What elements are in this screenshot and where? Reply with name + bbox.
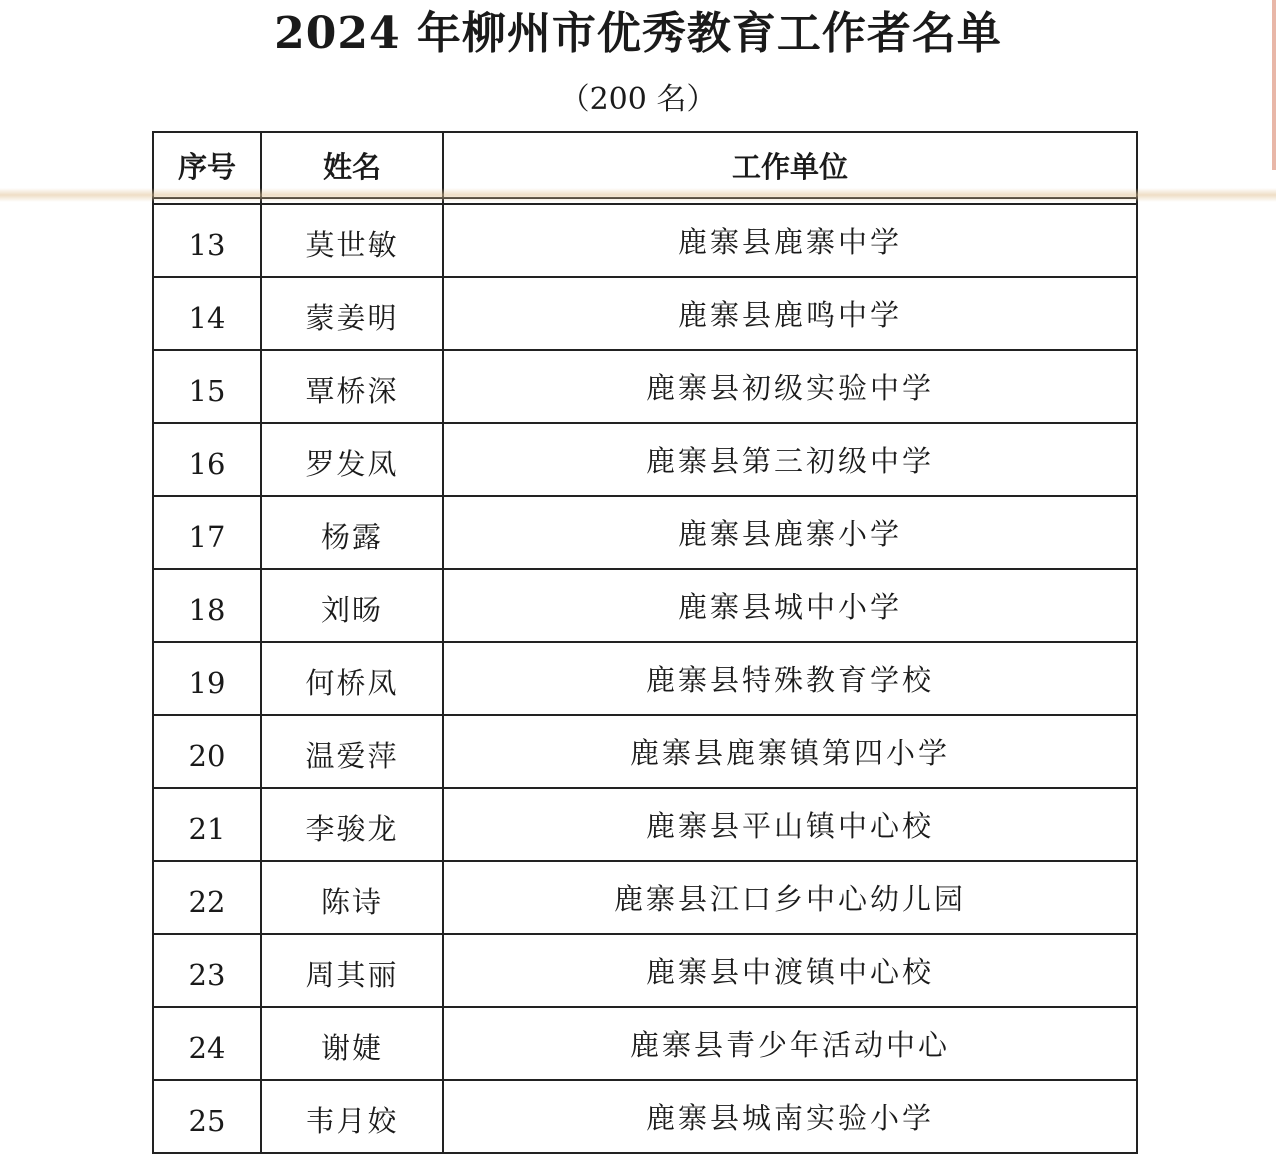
serial-number: 25 (153, 1080, 261, 1153)
page-subtitle: （200 名） (559, 82, 717, 117)
work-unit: 鹿寨县鹿寨小学 (443, 496, 1137, 569)
work-unit: 鹿寨县特殊教育学校 (443, 642, 1137, 715)
table-row (153, 861, 1137, 934)
table-row (153, 277, 1137, 350)
roster-table (152, 131, 1138, 1154)
serial-number: 18 (153, 569, 261, 642)
serial-number: 16 (153, 423, 261, 496)
person-name: 莫世敏 (261, 204, 443, 277)
work-unit: 鹿寨县第三初级中学 (443, 423, 1137, 496)
table-row (153, 1080, 1137, 1153)
person-name: 温爱萍 (261, 715, 443, 788)
header-work-unit: 工作单位 (443, 132, 1137, 198)
work-unit: 鹿寨县青少年活动中心 (443, 1007, 1137, 1080)
person-name: 周其丽 (261, 934, 443, 1007)
work-unit: 鹿寨县初级实验中学 (443, 350, 1137, 423)
person-name: 陈诗 (261, 861, 443, 934)
person-name: 覃桥深 (261, 350, 443, 423)
serial-number: 15 (153, 350, 261, 423)
work-unit: 鹿寨县江口乡中心幼儿园 (443, 861, 1137, 934)
header-serial-number: 序号 (153, 132, 261, 198)
person-name: 杨露 (261, 496, 443, 569)
table-row (153, 496, 1137, 569)
serial-number: 20 (153, 715, 261, 788)
table-row (153, 642, 1137, 715)
table-row (153, 204, 1137, 277)
header-name: 姓名 (261, 132, 443, 198)
serial-number: 14 (153, 277, 261, 350)
work-unit: 鹿寨县鹿寨中学 (443, 204, 1137, 277)
table-row (153, 715, 1137, 788)
serial-number: 19 (153, 642, 261, 715)
serial-number: 23 (153, 934, 261, 1007)
person-name: 蒙姜明 (261, 277, 443, 350)
serial-number: 13 (153, 204, 261, 277)
person-name: 刘旸 (261, 569, 443, 642)
work-unit: 鹿寨县平山镇中心校 (443, 788, 1137, 861)
work-unit: 鹿寨县城南实验小学 (443, 1080, 1137, 1153)
table-body (153, 198, 1137, 1153)
serial-number: 24 (153, 1007, 261, 1080)
table-row (153, 350, 1137, 423)
work-unit: 鹿寨县城中小学 (443, 569, 1137, 642)
person-name: 李骏龙 (261, 788, 443, 861)
table-row (153, 934, 1137, 1007)
person-name: 谢婕 (261, 1007, 443, 1080)
work-unit: 鹿寨县中渡镇中心校 (443, 934, 1137, 1007)
table-row (153, 788, 1137, 861)
table-row (153, 569, 1137, 642)
serial-number: 22 (153, 861, 261, 934)
serial-number: 21 (153, 788, 261, 861)
person-name: 何桥凤 (261, 642, 443, 715)
person-name: 韦月姣 (261, 1080, 443, 1153)
work-unit: 鹿寨县鹿鸣中学 (443, 277, 1137, 350)
table-row (153, 1007, 1137, 1080)
table-row (153, 423, 1137, 496)
serial-number: 17 (153, 496, 261, 569)
work-unit: 鹿寨县鹿寨镇第四小学 (443, 715, 1137, 788)
paper-fold-shadow (0, 188, 1276, 202)
person-name: 罗发凤 (261, 423, 443, 496)
page-title: 2024 年柳州市优秀教育工作者名单 (274, 8, 1002, 59)
